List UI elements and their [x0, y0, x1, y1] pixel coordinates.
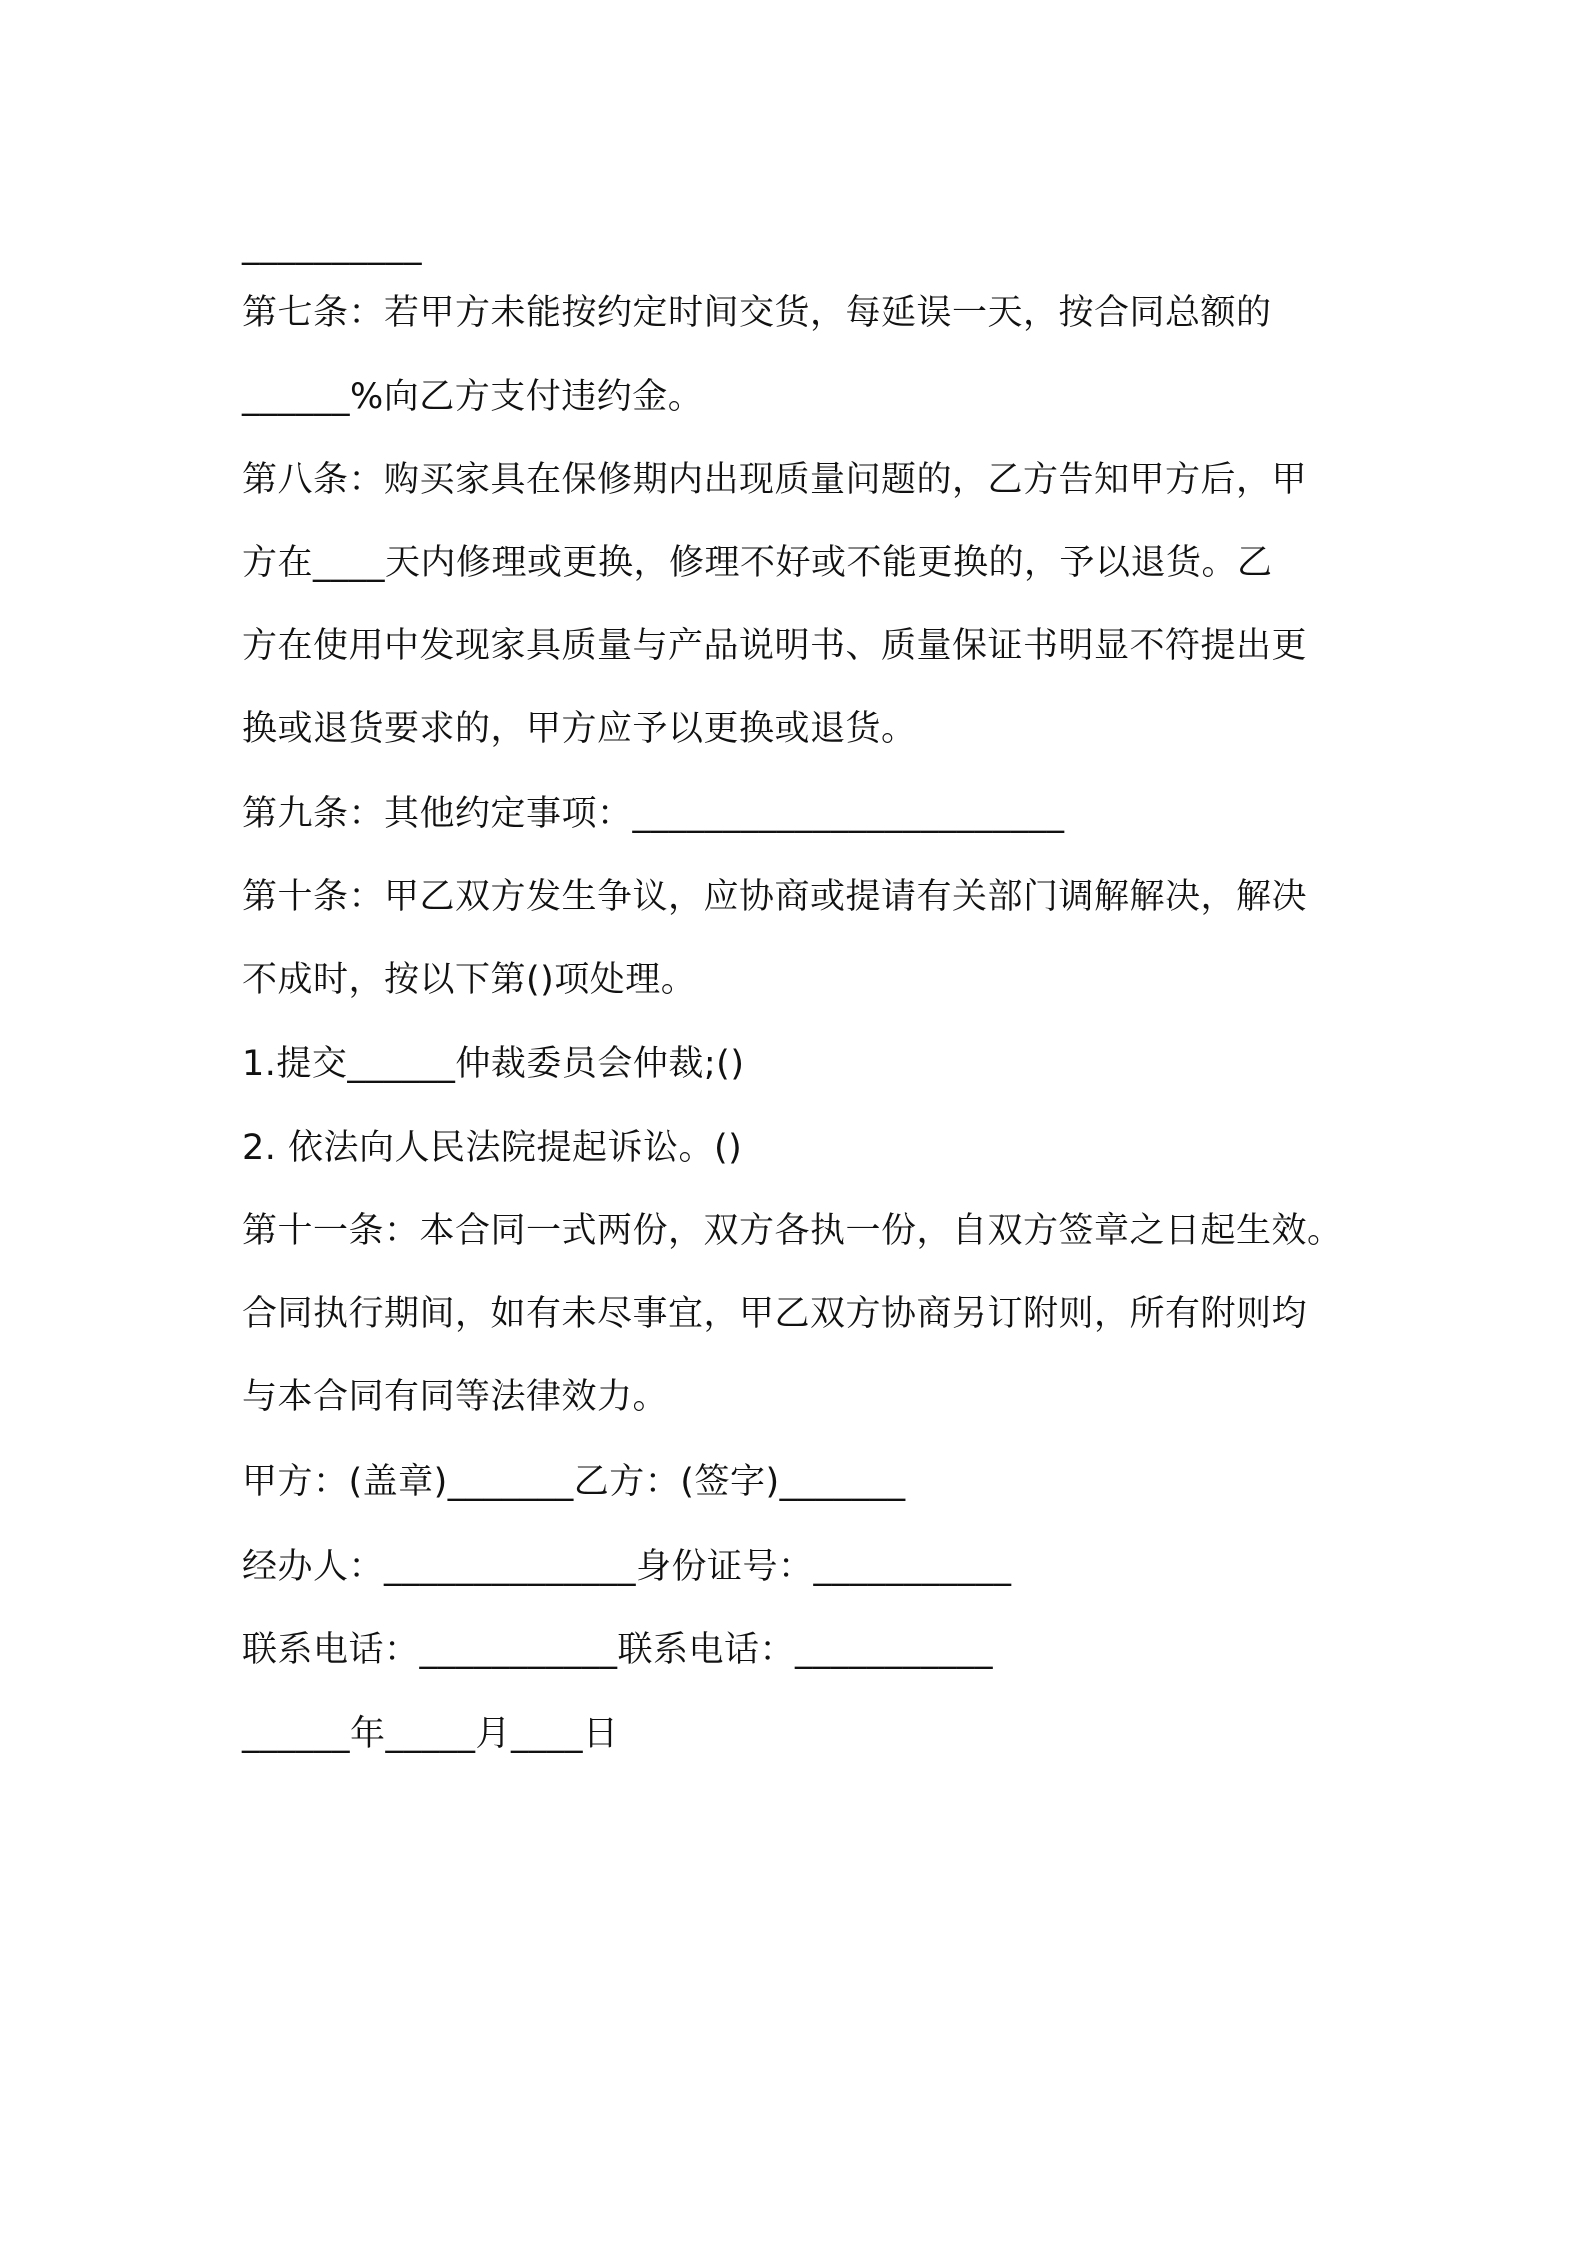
article-10-line-2: 不成时，按以下第()项处理。: [242, 960, 697, 1000]
article-7-line-1: 第七条：若甲方未能按约定时间交货，每延误一天，按合同总额的: [242, 293, 1272, 333]
article-8-line-2: 方在____天内修理或更换，修理不好或不能更换的，予以退货。乙: [242, 543, 1273, 583]
option-2-line: 2. 依法向人民法院提起诉讼。(): [242, 1128, 743, 1168]
article-7-line-2: ______%向乙方支付违约金。: [242, 377, 704, 417]
article-10-line-1: 第十条：甲乙双方发生争议，应协商或提请有关部门调解解决，解决: [242, 877, 1308, 917]
party-signature-line: 甲方：(盖章)_______乙方：(签字)_______: [242, 1462, 906, 1502]
article-11-line-1: 第十一条：本合同一式两份，双方各执一份，自双方签章之日起生效。: [242, 1211, 1343, 1251]
blank-line: __________: [242, 226, 422, 266]
date-line: ______年_____月____日: [242, 1714, 619, 1754]
agent-id-line: 经办人：______________身份证号：___________: [242, 1547, 1012, 1587]
article-11-line-2: 合同执行期间，如有未尽事宜，甲乙双方协商另订附则，所有附则均: [242, 1294, 1308, 1334]
contact-phone-line: 联系电话：___________联系电话：___________: [242, 1630, 994, 1670]
article-8-line-4: 换或退货要求的，甲方应予以更换或退货。: [242, 709, 917, 749]
option-1-line: 1.提交______仲裁委员会仲裁;(): [242, 1044, 745, 1084]
article-9-line: 第九条：其他约定事项：________________________: [242, 794, 1065, 834]
article-8-line-1: 第八条：购买家具在保修期内出现质量问题的，乙方告知甲方后，甲: [242, 460, 1308, 500]
article-8-line-3: 方在使用中发现家具质量与产品说明书、质量保证书明显不符提出更: [242, 626, 1308, 666]
article-11-line-3: 与本合同有同等法律效力。: [242, 1377, 669, 1417]
